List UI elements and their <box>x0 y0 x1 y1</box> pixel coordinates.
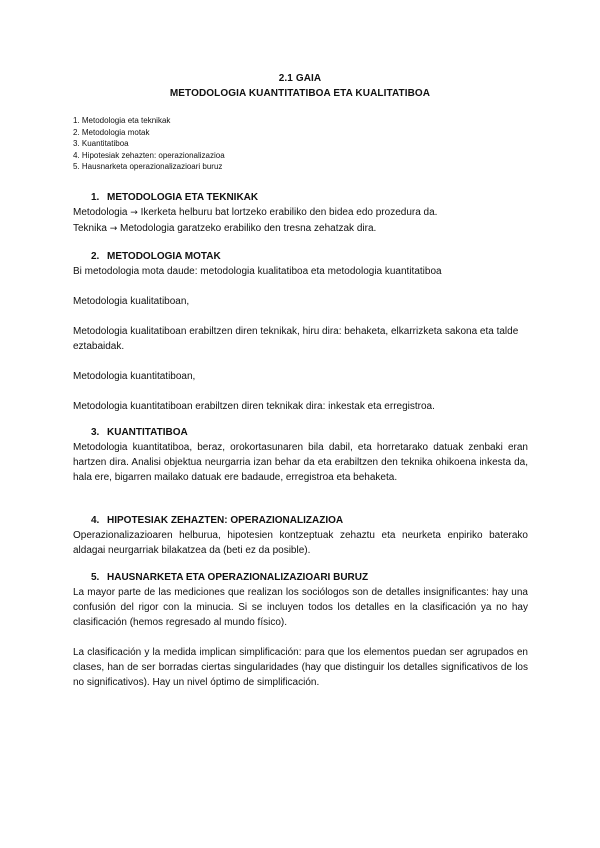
section-heading <box>73 514 528 528</box>
section-title: HIPOTESIAK ZEHAZTEN: OPERAZIONALIZAZIOA <box>107 515 344 526</box>
section-heading <box>73 191 528 205</box>
page-subtitle: METODOLOGIA KUANTITATIBOA ETA KUALITATIBOA <box>169 88 431 99</box>
term-label: Teknika <box>73 223 107 234</box>
toc-item: 3. Kuantitatiboa <box>73 139 129 148</box>
section-number: 2. <box>91 251 100 262</box>
table-of-contents <box>73 115 533 173</box>
section-number: 1. <box>91 192 100 203</box>
section-heading <box>73 571 528 585</box>
page-title: 2.1 GAIA <box>278 73 322 84</box>
toc-item: 1. Metodologia eta teknikak <box>73 116 171 125</box>
right-arrow-icon: → <box>130 208 138 218</box>
paragraph: Metodologia kuantitatiboa, beraz, orokortasunaren bila dabil, eta horretarako datuak zenbaki eran hartzen dira. Analisi objektua neurgarria izan behar da eta erabiltzen den teknika ohikoena inkesta da, hala ere, bigarren mailako datuak ere badaude, erregistroa eta behaketa. <box>73 442 528 483</box>
paragraph: Metodologia kualitatiboan erabiltzen diren teknikak, hiru dira: behaketa, elkarrizketa sakona eta talde eztabaidak. <box>73 326 519 352</box>
section-4 <box>73 514 528 558</box>
definition-text: Ikerketa helburu bat lortzeko erabiliko den bidea edo prozedura da. <box>140 207 438 218</box>
toc-item: 2. Metodologia motak <box>73 127 150 137</box>
section-title: METODOLOGIA ETA TEKNIKAK <box>107 192 259 203</box>
term-label: Metodologia <box>73 207 128 218</box>
section-number: 4. <box>91 515 100 526</box>
paragraph: La clasificación y la medida implican simplificación: para que los elementos puedan ser agrupados en clases, han de ser borradas ciertas singularidades (hay que distinguir los detalles significativos de los no significativos). Hay un nivel óptimo de simplificación. <box>73 647 528 688</box>
section-number: 3. <box>91 427 100 438</box>
definition-line <box>73 221 528 237</box>
paragraph: La mayor parte de las mediciones que realizan los sociólogos son de detalles insignificantes: hay una confusión del rigor con la minucia. Si se incluyen todos los detalles en la clasificación ya no hay clasificación (hemos regresado al mundo físico). <box>73 587 528 628</box>
section-heading <box>73 426 528 440</box>
section-title: HAUSNARKETA ETA OPERAZIONALIZAZIOARI BURUZ <box>107 572 369 583</box>
paragraph: Metodologia kualitatiboan, <box>73 296 190 307</box>
section-2 <box>73 250 528 414</box>
right-arrow-icon: → <box>109 224 118 234</box>
section-1 <box>73 191 528 237</box>
paragraph: Metodologia kuantitatiboan erabiltzen diren teknikak dira: inkestak eta erregistroa. <box>73 401 435 412</box>
definition-text: Metodologia garatzeko erabiliko den tresna zehatzak dira. <box>120 223 377 234</box>
paragraph: Operazionalizazioaren helburua, hipotesien kontzeptuak zehaztu eta neurketa enpiriko baterako aldagai neurgarriak bilakatzea da (beti ez da posible). <box>73 530 528 556</box>
section-number: 5. <box>91 572 100 583</box>
section-3 <box>73 426 528 485</box>
toc-item: 5. Hausnarketa operazionalizazioari buruz <box>73 162 223 171</box>
paragraph: Metodologia kuantitatiboan, <box>73 371 196 382</box>
section-title: KUANTITATIBOA <box>107 427 188 438</box>
section-5 <box>73 571 528 690</box>
toc-item: 4. Hipotesiak zehazten: operazionalizazioa <box>73 150 225 160</box>
paragraph: Bi metodologia mota daude: metodologia kualitatiboa eta metodologia kuantitatiboa <box>73 266 442 277</box>
section-title: METODOLOGIA MOTAK <box>107 251 221 262</box>
title-block <box>0 71 600 101</box>
section-heading <box>73 250 528 264</box>
definition-line <box>73 205 528 221</box>
